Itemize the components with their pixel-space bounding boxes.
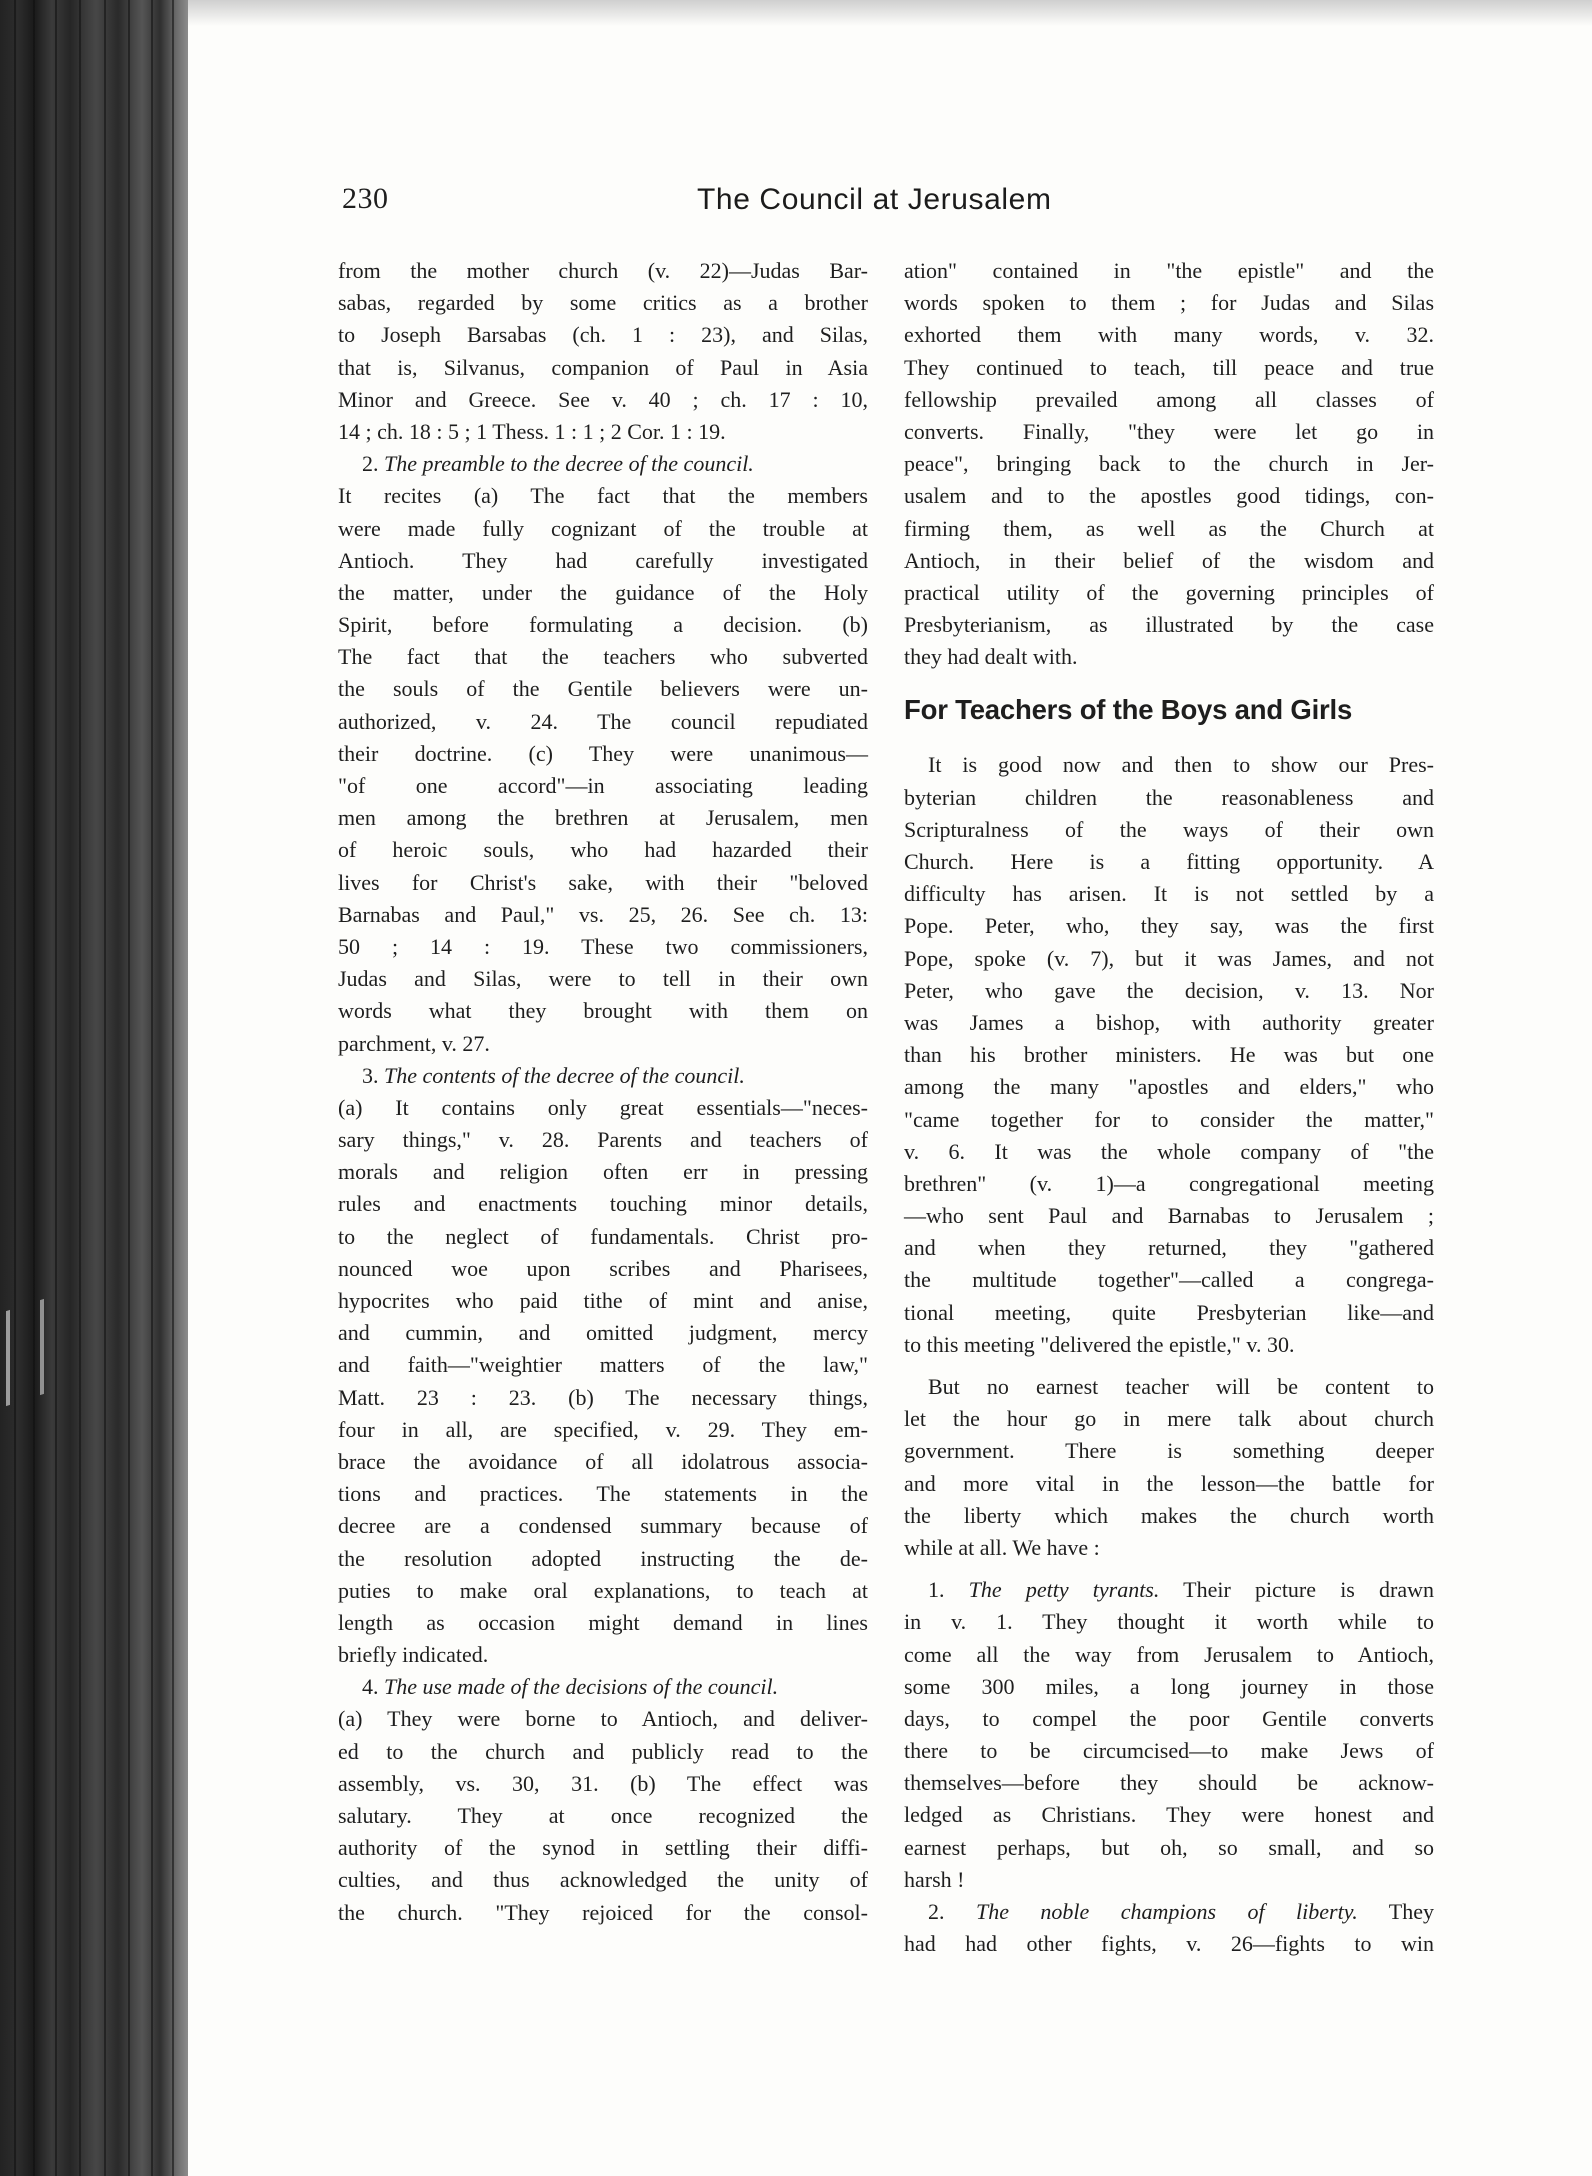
text-line: 14 ; ch. 18 : 5 ; 1 Thess. 1 : 1 ; 2 Cor. 1 : 19. xyxy=(338,418,726,444)
text-line: to this meeting "delivered the epistle," v. 30. xyxy=(904,1331,1295,1357)
text-line: Scripturalness of the ways of their own xyxy=(904,816,1434,842)
right-column xyxy=(904,255,1434,1960)
text-line: days, to compel the poor Gentile converts xyxy=(904,1705,1434,1731)
text-line: ledged as Christians. They were honest and xyxy=(904,1802,1434,1828)
item-number: 2. xyxy=(362,451,384,477)
item-number: 1. xyxy=(928,1577,969,1603)
text-line: there to be circumcised—to make Jews of xyxy=(904,1738,1434,1764)
text-line: length as occasion might demand in lines xyxy=(338,1609,868,1635)
text-line: It recites (a) The fact that the members xyxy=(338,483,868,509)
text-line: morals and religion often err in pressing xyxy=(338,1159,868,1185)
text-line: byterian children the reasonableness and xyxy=(904,784,1434,810)
text-line: their doctrine. (c) They were unanimous— xyxy=(338,740,868,766)
left-column xyxy=(338,255,868,1929)
text-line: the liberty which makes the church worth xyxy=(904,1502,1434,1528)
italic-subheading: The noble champions of liberty. xyxy=(975,1899,1358,1924)
text-line: authority of the synod in settling their diffi- xyxy=(338,1835,868,1861)
text-line: The fact that the teachers who subverted xyxy=(338,644,868,670)
text-line: that is, Silvanus, companion of Paul in Asia xyxy=(338,354,868,380)
text-line: they had dealt with. xyxy=(904,644,1078,670)
text-line: assembly, vs. 30, 31. (b) The effect was xyxy=(338,1770,868,1796)
text-line: rules and enactments touching minor details, xyxy=(338,1191,868,1217)
text-line: Antioch, in their belief of the wisdom and xyxy=(904,547,1434,573)
text-line: ed to the church and publicly read to the xyxy=(338,1738,868,1764)
binding-stitch-mark xyxy=(6,1299,44,1406)
text-line: and when they returned, they "gathered xyxy=(904,1235,1434,1261)
text-line: brace the avoidance of all idolatrous associa- xyxy=(338,1448,868,1474)
text-line: authorized, v. 24. The council repudiated xyxy=(338,708,868,734)
line-text: They xyxy=(1357,1899,1435,1924)
text-line: Church. Here is a fitting opportunity. A xyxy=(904,849,1434,874)
italic-subheading: The use made of the decisions of the council. xyxy=(384,1674,779,1700)
text-line: sary things," v. 28. Parents and teachers of xyxy=(338,1127,868,1153)
text-line: parchment, v. 27. xyxy=(338,1030,490,1056)
text-line: Pope. Peter, who, they say, was the first xyxy=(904,913,1434,939)
text-line: Pope, spoke (v. 7), but it was James, and not xyxy=(904,945,1434,971)
text-line: and more vital in the lesson—the battle for xyxy=(904,1470,1434,1496)
text-line: fellowship prevailed among all classes of xyxy=(904,386,1434,412)
text-line: the multitude together"—called a congrega- xyxy=(904,1267,1434,1293)
text-line: (a) They were borne to Antioch, and deliver- xyxy=(338,1706,868,1732)
text-line xyxy=(904,1896,1434,1928)
text-line: in v. 1. They thought it worth while to xyxy=(904,1609,1434,1635)
text-line: among the many "apostles and elders," who xyxy=(904,1074,1434,1100)
text-line: ation" contained in "the epistle" and the xyxy=(904,258,1434,283)
text-line: v. 6. It was the whole company of "the xyxy=(904,1138,1434,1164)
text-line: of heroic souls, who had hazarded their xyxy=(338,837,868,863)
text-line: Judas and Silas, were to tell in their own xyxy=(338,966,868,992)
text-line: men among the brethren at Jerusalem, men xyxy=(338,805,868,831)
text-line: practical utility of the governing principles of xyxy=(904,579,1434,605)
text-line xyxy=(338,448,868,480)
text-line: lives for Christ's sake, with their "beloved xyxy=(338,869,868,895)
text-line: "came together for to consider the matter," xyxy=(904,1106,1434,1132)
text-line: It is good now and then to show our Pres- xyxy=(928,752,1434,778)
text-line: peace", bringing back to the church in Jer- xyxy=(904,451,1434,477)
text-line: had had other fights, v. 26—fights to win xyxy=(904,1931,1434,1957)
text-line: the souls of the Gentile believers were un- xyxy=(338,676,868,702)
section-heading: For Teachers of the Boys and Girls xyxy=(904,694,1353,726)
text-line: earnest perhaps, but oh, so small, and so xyxy=(904,1834,1434,1860)
running-head: The Council at Jerusalem xyxy=(697,183,1052,216)
text-line: from the mother church (v. 22)—Judas Bar- xyxy=(338,258,868,283)
text-line: themselves—before they should be acknow- xyxy=(904,1770,1434,1796)
text-line: Barnabas and Paul," vs. 25, 26. See ch. 13: xyxy=(338,901,868,927)
text-line: culties, and thus acknowledged the unity of xyxy=(338,1867,868,1893)
text-line: Peter, who gave the decision, v. 13. Nor xyxy=(904,977,1434,1003)
text-line: Minor and Greece. See v. 40 ; ch. 17 : 10, xyxy=(338,386,868,412)
italic-subheading: The contents of the decree of the council. xyxy=(384,1062,745,1088)
text-line: puties to make oral explanations, to teach at xyxy=(338,1577,868,1603)
text-line: (a) It contains only great essentials—"neces- xyxy=(338,1094,868,1120)
text-line: briefly indicated. xyxy=(338,1642,489,1668)
text-line xyxy=(338,1671,868,1703)
text-line: difficulty has arisen. It is not settled by a xyxy=(904,881,1434,907)
text-line: They continued to teach, till peace and true xyxy=(904,354,1434,380)
text-line: Matt. 23 : 23. (b) The necessary things, xyxy=(338,1384,868,1410)
text-line: to Joseph Barsabas (ch. 1 : 23), and Silas, xyxy=(338,322,868,348)
text-line: converts. Finally, "they were let go in xyxy=(904,418,1434,444)
text-line: four in all, are specified, v. 29. They em- xyxy=(338,1416,868,1442)
text-line: government. There is something deeper xyxy=(904,1438,1434,1464)
text-line: the matter, under the guidance of the Holy xyxy=(338,579,868,605)
text-line: tions and practices. The statements in the xyxy=(338,1481,868,1507)
text-line: sabas, regarded by some critics as a brother xyxy=(338,290,868,316)
right-column-continuation xyxy=(904,255,1434,673)
text-line: harsh ! xyxy=(904,1866,965,1892)
text-line: nounced woe upon scribes and Pharisees, xyxy=(338,1255,868,1281)
text-line: brethren" (v. 1)—a congregational meeting xyxy=(904,1170,1434,1196)
text-line: Antioch. They had carefully investigated xyxy=(338,547,868,573)
text-line: Spirit, before formulating a decision. (b) xyxy=(338,612,868,638)
text-line: than his brother ministers. He was but one xyxy=(904,1042,1434,1068)
text-line: hypocrites who paid tithe of mint and anise, xyxy=(338,1288,868,1313)
text-line: salutary. They at once recognized the xyxy=(338,1803,868,1828)
text-line: let the hour go in mere talk about church xyxy=(904,1406,1434,1432)
text-line: the resolution adopted instructing the de- xyxy=(338,1545,868,1571)
italic-subheading: The preamble to the decree of the council. xyxy=(384,451,754,477)
right-column-teachers-section xyxy=(904,749,1434,1960)
page-top-shadow xyxy=(188,0,1592,26)
text-line: exhorted them with many words, v. 32. xyxy=(904,322,1434,348)
text-line xyxy=(904,1574,1434,1606)
text-line: But no earnest teacher will be content to xyxy=(928,1374,1434,1399)
text-line: usalem and to the apostles good tidings, con- xyxy=(904,483,1434,509)
text-line xyxy=(338,1060,868,1092)
text-line: and cummin, and omitted judgment, mercy xyxy=(338,1320,868,1346)
text-line: words what they brought with them on xyxy=(338,998,868,1024)
line-text: Their picture is drawn xyxy=(1159,1577,1435,1603)
text-line: Presbyterianism, as illustrated by the case xyxy=(904,612,1434,638)
item-number: 3. xyxy=(362,1062,384,1088)
text-line: was James a bishop, with authority greater xyxy=(904,1009,1434,1035)
text-line: 50 ; 14 : 19. These two commissioners, xyxy=(338,933,868,959)
item-number: 2. xyxy=(928,1899,976,1924)
text-line: the church. "They rejoiced for the consol- xyxy=(338,1899,868,1925)
book-binding-edge xyxy=(0,0,188,2176)
text-line: come all the way from Jerusalem to Antioch, xyxy=(904,1641,1434,1667)
text-line: some 300 miles, a long journey in those xyxy=(904,1673,1434,1699)
text-line: words spoken to them ; for Judas and Silas xyxy=(904,290,1434,316)
text-line: —who sent Paul and Barnabas to Jerusalem ; xyxy=(904,1203,1434,1229)
text-line: firming them, as well as the Church at xyxy=(904,515,1434,541)
text-line: and faith—"weightier matters of the law," xyxy=(338,1352,868,1378)
italic-subheading: The petty tyrants. xyxy=(968,1577,1160,1603)
text-line: while at all. We have : xyxy=(904,1534,1100,1560)
text-line: decree are a condensed summary because of xyxy=(338,1513,868,1539)
text-line: tional meeting, quite Presbyterian like—and xyxy=(904,1299,1434,1325)
text-line: to the neglect of fundamentals. Christ pro- xyxy=(338,1223,868,1249)
page-number: 230 xyxy=(342,182,389,215)
text-line: "of one accord"—in associating leading xyxy=(338,773,868,798)
item-number: 4. xyxy=(362,1674,384,1700)
text-line: were made fully cognizant of the trouble at xyxy=(338,515,868,541)
